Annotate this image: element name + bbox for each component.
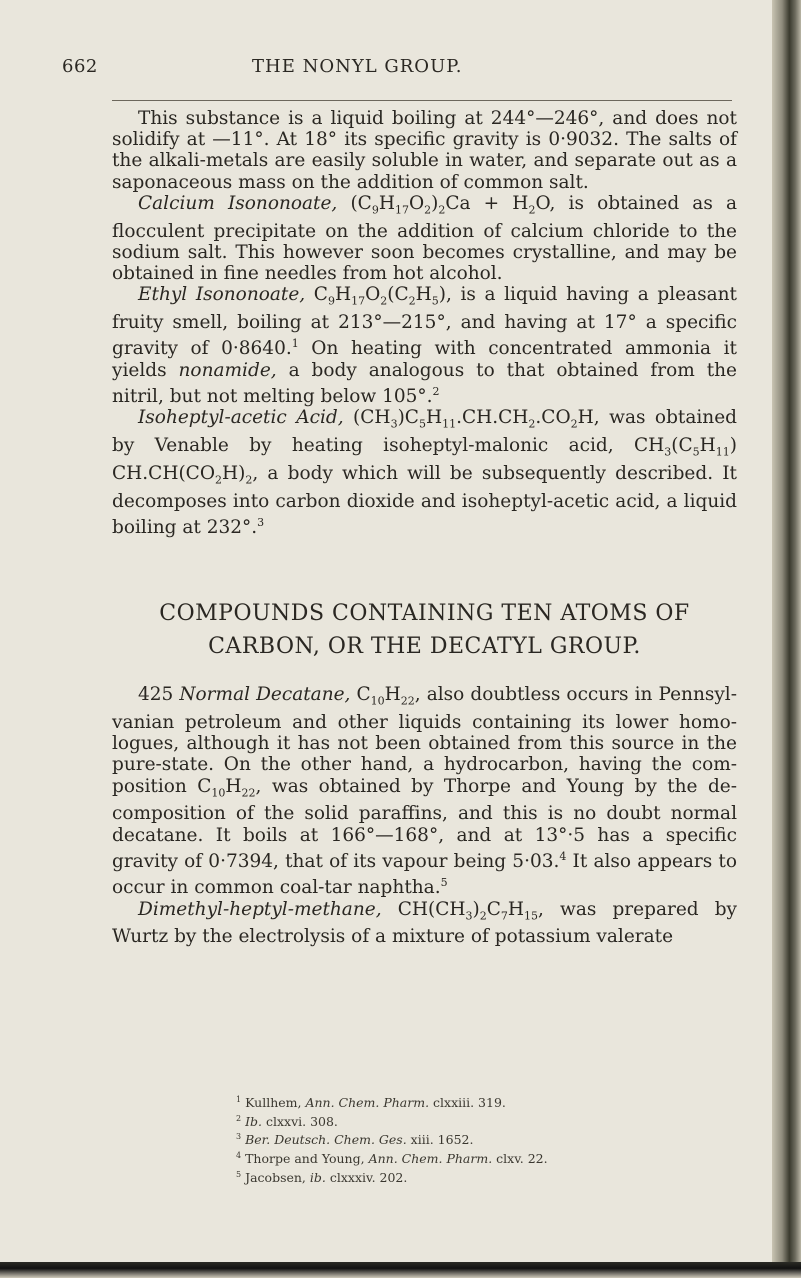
section-decatyl-text — [112, 684, 737, 948]
compound-name: Isoheptyl-acetic Acid, — [138, 407, 344, 429]
paragraph-normal-decatane: 425 Normal Decatane, $C_{10}H_{22}$, also doubtless occurs in Pennsyl-vanian petroleum and other liquids containing its lower homo-logues, although it has not been obtained from this source in the pure-state. On the other hand, a hydrocarbon, having the com-position $C_{10}H_{22}$, was obtained by Thorpe and Young by the de-composition of the solid paraffins, and this is no doubt normal decatane. It boils at 166°—168°, and at 13°·5 has a specific gravity of 0·7394, that of its vapour being 5·03.$^4$ It also appears to occur in common coal-tar naphtha.$^5$ — [112, 684, 737, 899]
scan-bottom-edge — [0, 1262, 801, 1278]
footnote-ref: 5 — [440, 876, 448, 890]
paragraph-text: a body which will be subsequently described. It decomposes into carbon dioxide and isoheptyl-acetic acid, a liquid boiling at 232°. — [112, 463, 737, 539]
paragraph-text: also doubtless occurs in Pennsyl-vanian petroleum and other liquids containing its lower homo-logues, although it has not been obtained from this source in the pure-state. On the other hand, a hydrocarbon, having the com-position — [112, 684, 737, 797]
paragraph-1: This substance is a liquid boiling at 244°—246°, and does not solidify at —11°. At 18° its specific gravity is 0·9032. The salts of the alkali-metals are easily soluble in water, and separate out as a saponaceous mass on the addition of common salt. — [112, 108, 737, 193]
paragraph-dimethyl-heptyl-methane: Dimethyl-heptyl-methane, $CH(CH_3)_2C_7H_{15}$, was prepared by Wurtz by the electrolysis of a mixture of potassium valerate — [112, 898, 737, 948]
heading-line-1: COMPOUNDS CONTAINING TEN ATOMS OF — [159, 601, 690, 626]
paragraph-isoheptyl-acetic-acid: Isoheptyl-acetic Acid, $(CH_3)C_5H_{11}.CH.CH_2.CO_2H$, was obtained by Venable by heating isoheptyl-malonic acid, $CH_3(C_5H_{11})$ $CH.CH(CO_2H)_2$, a body which will be subsequently described. It decomposes into carbon dioxide and isoheptyl-acetic acid, a liquid boiling at 232°.$^3$ — [112, 407, 737, 539]
footnote-ref: 1 — [291, 337, 299, 351]
footnote-ref: 2 — [432, 384, 440, 398]
paragraph-text: It also appears to occur in common coal-tar naphtha. — [112, 850, 737, 899]
page-header — [62, 56, 732, 84]
section-heading — [112, 597, 737, 663]
footnotes — [236, 1092, 706, 1185]
paragraph-text: was obtained by Thorpe and Young by the de-composition of the solid paraffins, and this is no doubt normal decatane. It boils at 166°—168°, and at 13°·5 has a specific gravity of 0·7394, that of its vapour being 5·03. — [112, 775, 737, 872]
paragraph-text: was prepared by Wurtz by the electrolysis of a mixture of potassium valerate — [112, 898, 737, 948]
paragraph-text: a body analogous to that obtained from the nitril, but not melting below 105°. — [112, 359, 738, 408]
compound-name: Calcium Isononoate, — [138, 192, 338, 214]
heading-line-2: CARBON, OR THE DECATYL GROUP. — [208, 634, 641, 659]
compound-name: Dimethyl-heptyl-methane, — [138, 898, 382, 920]
compound-name: Ethyl Isononoate, — [138, 284, 306, 306]
paragraph-text: On heating with concentrated ammonia it yields — [112, 338, 737, 381]
footnote: $^3$ Ber. Deutsch. Chem. Ges. xiii. 1652. — [236, 1132, 474, 1148]
footnote: $^2$ Ib. clxxvi. 308. — [236, 1113, 338, 1129]
footnote-ref: 3 — [257, 516, 265, 530]
book-spine-edge — [772, 0, 801, 1278]
footnote-ref: 4 — [559, 849, 567, 863]
paragraph-calcium-isononoate: Calcium Isononoate, $(C_9H_{17}O_2)_2Ca + H_2O$, is obtained as a flocculent precipitate on the addition of calcium chloride to the sodium salt. This however soon becomes crystalline, and may be obtained in fine needles from hot alcohol. — [112, 192, 737, 285]
paragraph-text: is a liquid having a pleasant fruity smell, boiling at 213°—215°, and having at 17° a specific gravity of 0·8640. — [112, 284, 737, 360]
compound-name: Normal Decatane, — [179, 684, 351, 705]
paragraph-text: is obtained as a flocculent precipitate on the addition of calcium chloride to the sodium salt. This however soon becomes crystalline, and may be obtained in fine needles from hot alcohol. — [112, 192, 737, 285]
footnote: $^5$ Jacobsen, ib. clxxxiv. 202. — [236, 1169, 408, 1185]
footnote: $^1$ Kullhem, Ann. Chem. Pharm. clxxiii. 319. — [236, 1095, 506, 1111]
italic-term: nonamide, — [178, 359, 277, 381]
paragraph-text: was obtained by Venable by heating isoheptyl-malonic acid, — [112, 407, 737, 457]
section-nonyl-text — [112, 108, 737, 539]
paragraph-number: 425 — [138, 684, 174, 705]
paragraph-ethyl-isononoate: Ethyl Isononoate, $C_9H_{17}O_2(C_2H_5)$, is a liquid having a pleasant fruity smell, boiling at 213°—215°, and having at 17° a specific gravity of 0·8640.$^1$ On heating with concentrated ammonia it yields nonamide, a body analogous to that obtained from the nitril, but not melting below 105°.$^2$ — [112, 284, 738, 408]
header-rule — [112, 100, 732, 101]
footnote: $^4$ Thorpe and Young, Ann. Chem. Pharm. clxv. 22. — [236, 1150, 548, 1167]
page-number: 662 — [62, 56, 98, 77]
running-title: THE NONYL GROUP. — [252, 56, 463, 77]
